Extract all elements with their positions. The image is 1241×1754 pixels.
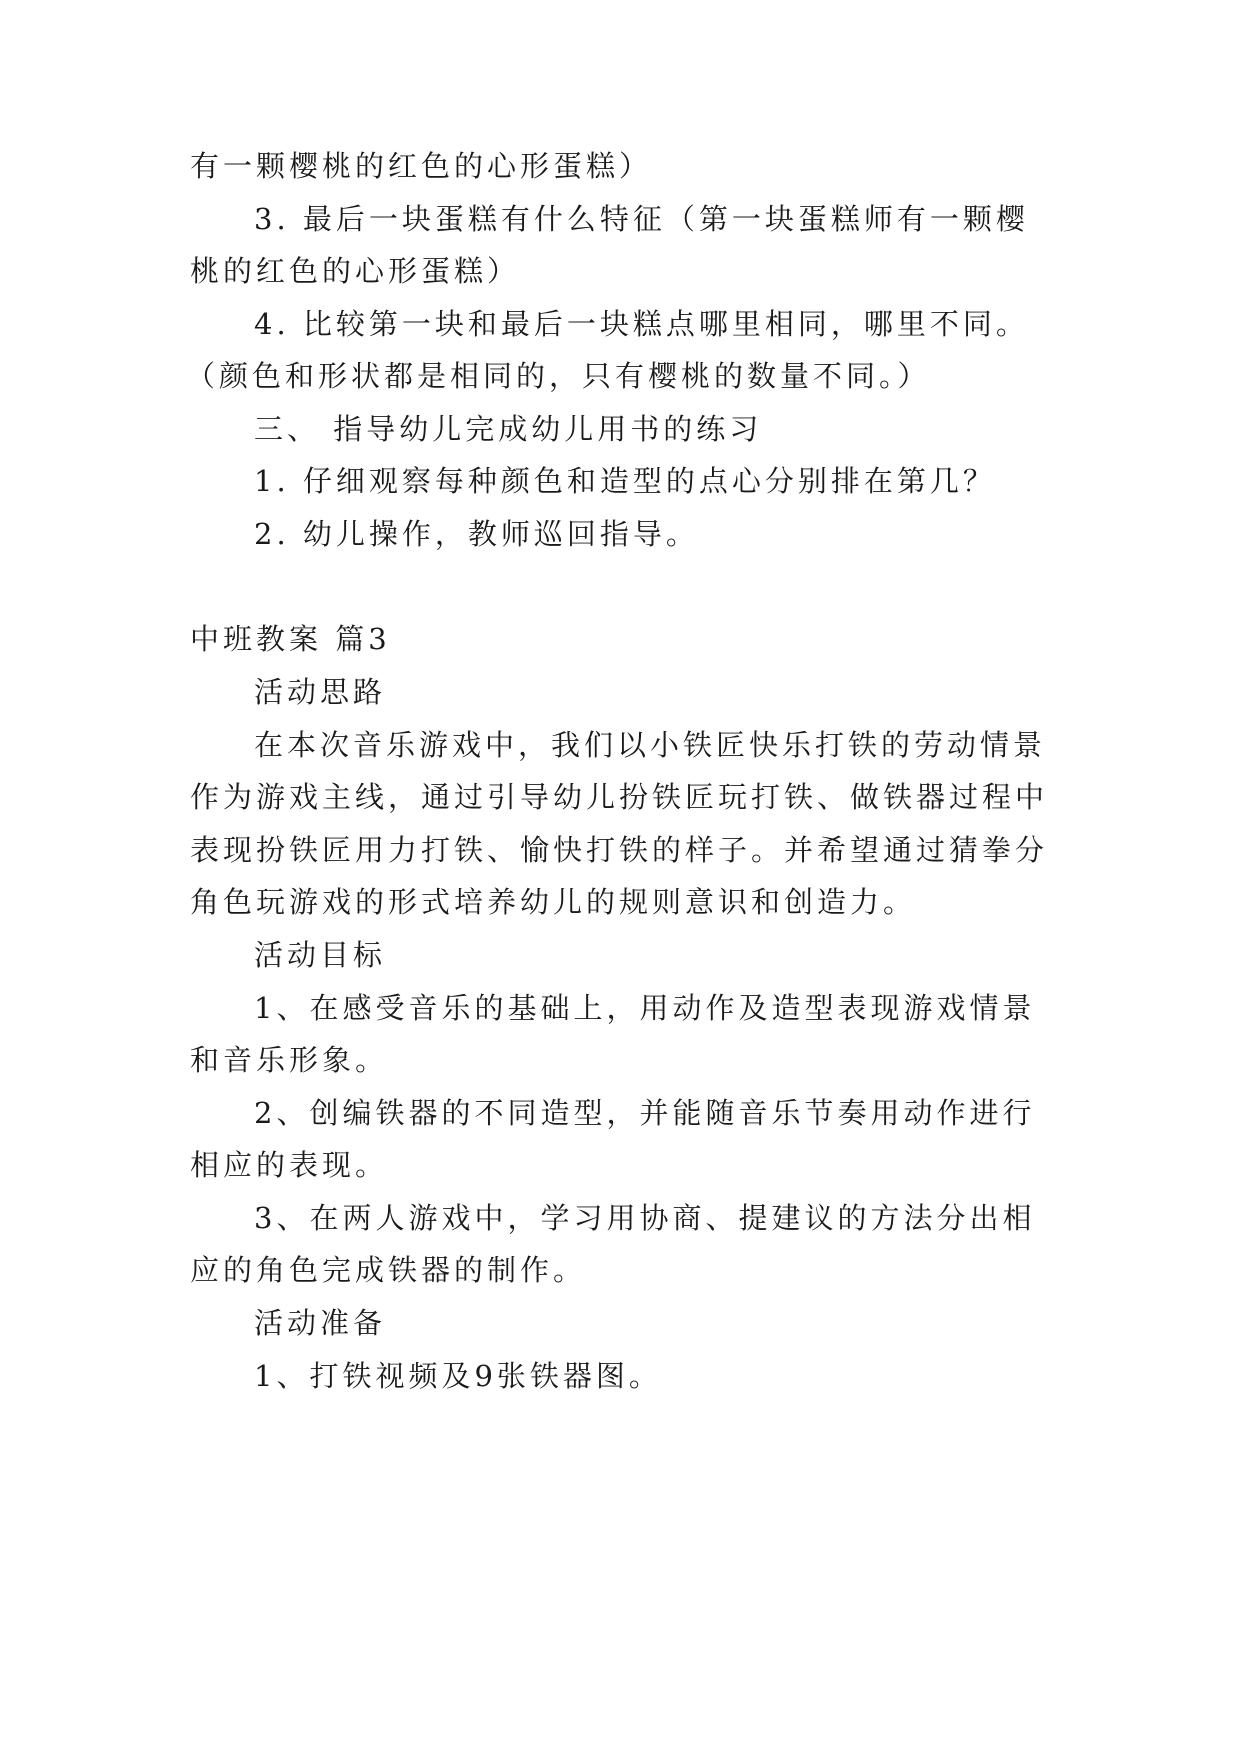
text-line: （颜色和形状都是相同的，只有樱桃的数量不同。） xyxy=(186,359,931,393)
section-heading: 活动思路 xyxy=(254,675,387,709)
section-heading: 活动准备 xyxy=(254,1306,387,1340)
text-line: 在本次音乐游戏中，我们以小铁匠快乐打铁的劳动情景 xyxy=(254,728,1047,762)
text-line: 和音乐形象。 xyxy=(190,1043,389,1077)
text-line: 有一颗樱桃的红色的心形蛋糕） xyxy=(190,149,653,183)
text-line: 1. 仔细观察每种颜色和造型的点心分别排在第几？ xyxy=(254,464,996,498)
text-line: 1、在感受音乐的基础上，用动作及造型表现游戏情景 xyxy=(254,991,1036,1025)
text-line: 1、打铁视频及9张铁器图。 xyxy=(254,1359,662,1393)
text-line: 相应的表现。 xyxy=(190,1148,389,1182)
chapter-title: 中班教案 篇3 xyxy=(190,622,391,656)
text-line: 3、在两人游戏中，学习用协商、提建议的方法分出相 xyxy=(254,1201,1036,1235)
text-line: 2、创编铁器的不同造型，并能随音乐节奏用动作进行 xyxy=(254,1096,1036,1130)
text-line: 2. 幼儿操作，教师巡回指导。 xyxy=(254,517,699,551)
text-line: 应的角色完成铁器的制作。 xyxy=(190,1253,587,1287)
text-line: 表现扮铁匠用力打铁、愉快打铁的样子。并希望通过猜拳分 xyxy=(190,833,1049,867)
section-heading: 三、 指导幼儿完成幼儿用书的练习 xyxy=(254,412,763,446)
text-line: 角色玩游戏的形式培养幼儿的规则意识和创造力。 xyxy=(190,885,917,919)
text-line: 作为游戏主线，通过引导幼儿扮铁匠玩打铁、做铁器过程中 xyxy=(190,780,1049,814)
text-line: 4. 比较第一块和最后一块糕点哪里相同，哪里不同。 xyxy=(254,307,1029,341)
text-line: 桃的红色的心形蛋糕） xyxy=(190,254,521,288)
section-heading: 活动目标 xyxy=(254,938,387,972)
text-line: 3. 最后一块蛋糕有什么特征（第一块蛋糕师有一颗樱 xyxy=(254,202,1029,236)
